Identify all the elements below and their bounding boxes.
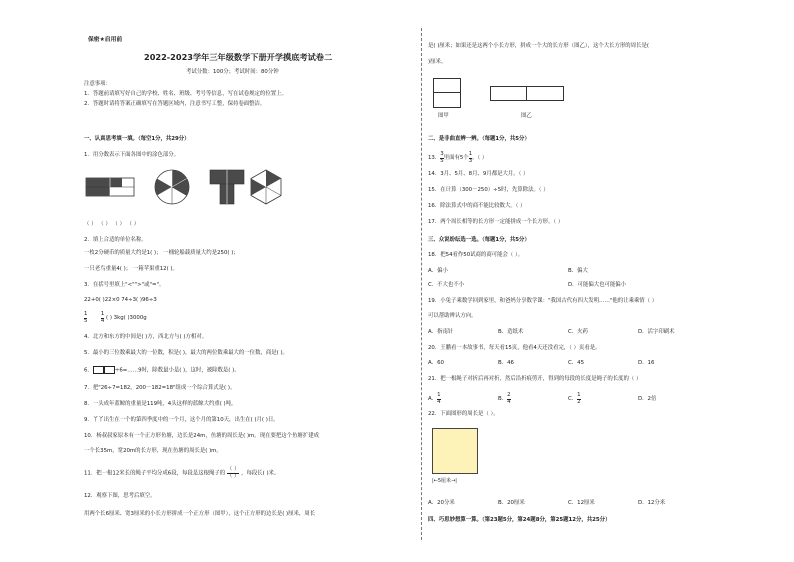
figure-circle bbox=[155, 170, 189, 204]
question-19-option-d: D．活字印刷术 bbox=[638, 329, 675, 335]
section-1-heading: 一、认真思考填一填。（每空1分，共29分） bbox=[84, 136, 190, 142]
question-6: 6． ÷6=……9时，除数最小是( )，这时，被除数是( )。 bbox=[84, 367, 240, 374]
fraction: $\frac{1}{5}$ bbox=[84, 311, 88, 324]
question-2a: 一枚2分硬币的质量大约是1( )； 一桶轮船载质量大约是250( )； bbox=[84, 250, 239, 256]
question-19-option-c: C．火药 bbox=[568, 329, 588, 335]
question-22-option-a: A．20分米 bbox=[428, 500, 455, 506]
figure-jia-caption: 图甲 bbox=[438, 113, 449, 119]
question-21-option-a: A． $\frac{1}{4}$ bbox=[428, 392, 441, 405]
notes-heading: 注意事项： bbox=[84, 81, 111, 87]
question-20-option-c: C．45 bbox=[568, 360, 585, 366]
question-19-option-a: A．指南针 bbox=[428, 329, 454, 335]
question-3: 3．在括号里填上"<"">"或"="。 bbox=[84, 282, 165, 288]
question-20: 20．王鹏看一本故事书，每天看15页，他看4天还没看完，（ ）页看是。 bbox=[428, 345, 601, 351]
question-1-answers: （ ） （ ） （ ） （ ） bbox=[84, 221, 140, 227]
question-3a: 22+0( )22×0 74÷3( )96÷3 bbox=[84, 297, 157, 303]
question-19b: 可以帮助辨认方向。 bbox=[428, 313, 477, 319]
question-18-option-b: B．偏大 bbox=[568, 268, 588, 274]
question-21-option-c: C． $\frac{1}{2}$ bbox=[568, 392, 581, 405]
section-3-heading: 三、众说纷纭选一选。（每题1分，共5分） bbox=[428, 237, 530, 243]
question-8: 8．一头成年蓝鲸的重量是119吨，4头这样的蓝鲸大约重( )吨。 bbox=[84, 401, 237, 407]
question-16: 16．除法算式中的商不能比较数大。（ ） bbox=[428, 203, 526, 209]
question-12: 12．观察下图，思考后填空。 bbox=[84, 493, 156, 499]
question-22-option-d: D．12分米 bbox=[638, 500, 666, 506]
figure-jia-divider bbox=[433, 92, 460, 93]
figure-bar bbox=[86, 178, 134, 196]
question-21: 21．把一根绳子对折后再对折，然后沿折痕剪开，得到的每段的长度是绳子的长度的（ ） bbox=[428, 376, 642, 382]
note-1: 1．答题前请填写好自己的学校、姓名、班级、考号等信息，写在试卷规定的位置上。 bbox=[84, 91, 287, 97]
exam-meta: 考试分数：100分；考试时间：80分钟 bbox=[186, 69, 279, 75]
question-1: 1．用分数表示下面各图中的涂色部分。 bbox=[84, 152, 180, 158]
section-4-heading: 四、巧思妙想算一算。（第23题5分，第24题8分，第25题12分，共25分） bbox=[428, 517, 611, 523]
question-13: 13． $\frac{3}{5}$ 里面有5个 $\frac{1}{3}$ 。（ ） bbox=[428, 151, 488, 164]
blank-box bbox=[104, 366, 115, 374]
question-12b: 用两个长6厘米、宽3厘米的小长方形拼成一个正方形（图甲），这个正方形的边长是( )厘米，周长 bbox=[84, 511, 316, 517]
figure-jia bbox=[433, 78, 461, 108]
question-19: 19．小兔子乘数学回到家里，和爸妈分享数学课："我国古代有四大发明……"他的让乘乘情（ ） bbox=[428, 298, 658, 304]
question-22: 22．下面图形的周长是（ ）。 bbox=[428, 411, 499, 417]
question-20-option-a: A．60 bbox=[428, 360, 444, 366]
question-9: 9．丫丫出生在一个的第四季度中的一个月，这个月的第10天，出生在( )月( )日。 bbox=[84, 417, 279, 423]
question-21-option-d: D．2倍 bbox=[638, 396, 657, 402]
question-4: 4．北方和东方的中间是( )方，西北方与( )方相对。 bbox=[84, 334, 208, 340]
fraction: $\frac{1}{4}$ bbox=[100, 311, 105, 324]
column-divider bbox=[421, 28, 422, 540]
question-18: 18．把54看作50试商的商可能会（ ）。 bbox=[428, 252, 524, 258]
section-2-heading: 二、是非曲直辨一辨。（每题1分，共5分） bbox=[428, 136, 530, 142]
question-18-option-c: C．不大也不小 bbox=[428, 282, 465, 288]
question-21-option-b: B． $\frac{2}{4}$ bbox=[498, 392, 511, 405]
question-2b: 一只老鸟重量4( )； 一箱苹果重12( )。 bbox=[84, 266, 178, 272]
fraction-blank: $\frac{( )}{( )}$ bbox=[226, 466, 240, 479]
question-17: 17．两个周长相等的长方形一定能拼成一个长方形。（ ） bbox=[428, 219, 564, 225]
yellow-square bbox=[432, 428, 478, 474]
figure-yi-caption: 图乙 bbox=[521, 113, 532, 119]
figure-t-shape bbox=[210, 170, 244, 204]
question-7: 7．把"26÷7=182，200－182=18"组成一个综合算式是( )。 bbox=[84, 385, 236, 391]
figure-yi-divider bbox=[526, 86, 527, 100]
question-14: 14．3月、5月、8月、9月都是大月。（ ） bbox=[428, 171, 529, 177]
note-2: 2．答题时请将答案正确填写在答题区域内，注意书写工整，保持卷面整洁。 bbox=[84, 101, 266, 107]
blank-box bbox=[93, 366, 104, 374]
question-22-option-b: B．20厘米 bbox=[498, 500, 525, 506]
question-20-option-b: B．46 bbox=[498, 360, 514, 366]
question-15: 15．在计算（300－250）÷5时，先算除法。（ ） bbox=[428, 187, 549, 193]
question-11: 11．把一根12米长的绳子平均分成6段，每段是这根绳子的 $\frac{( )}{( )}$ ，每段长( )米。 bbox=[84, 466, 280, 479]
question-10b: 一个长35m，宽20m的长方形，现在鱼塘的周长是( )m。 bbox=[84, 448, 222, 454]
question-2: 2．填上合适的单位名称。 bbox=[84, 237, 147, 243]
question-3b: $\frac{1}{5}$ $\frac{1}{4}$ ( ) 3kg( )3000g bbox=[84, 311, 147, 324]
figure-yi bbox=[490, 86, 564, 101]
question-22-option-c: C．12厘米 bbox=[568, 500, 595, 506]
fraction-figures bbox=[84, 164, 284, 214]
question-18-option-a: A．偏小 bbox=[428, 268, 448, 274]
secret-label: 保密★启用前 bbox=[88, 37, 123, 43]
question-12-continued: 是( )厘米；如果还是这两个小长方形，拼成一个大的长方形（图乙），这个大长方形的周长是( bbox=[428, 43, 649, 49]
question-18-option-d: D．可能偏大也可能偏小 bbox=[568, 282, 627, 288]
exam-title: 2022-2023学年三年级数学下册开学摸底考试卷二 bbox=[144, 52, 333, 62]
question-19-option-b: B．造纸术 bbox=[498, 329, 524, 335]
question-5: 5．最小的三位数乘最大的一位数，积是( )，最大的两位数乘最大的一位数，商是( )。 bbox=[84, 350, 288, 356]
question-20-option-d: D．16 bbox=[638, 360, 655, 366]
square-side-label: |←5厘米→| bbox=[432, 478, 457, 484]
question-10: 10．杨叔叔家原本有一个正方形鱼塘，边长是24m，鱼塘的周长是( )m。现在要把这个鱼塘扩建成 bbox=[84, 433, 319, 439]
figure-hexagon bbox=[251, 170, 281, 204]
question-12-continued-2: )厘米。 bbox=[428, 59, 447, 65]
